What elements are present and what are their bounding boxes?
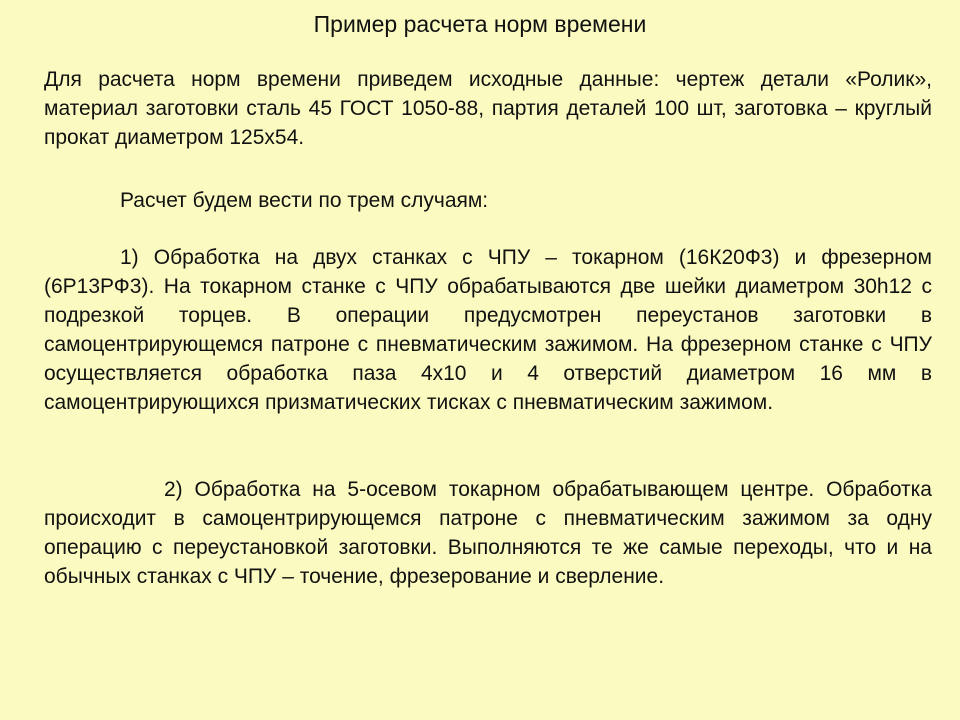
slide-title: Пример расчета норм времени xyxy=(313,11,647,37)
cases-intro-paragraph xyxy=(44,186,932,215)
cases-intro-text: Расчет будем вести по трем случаям: xyxy=(120,189,489,212)
case-2-paragraph xyxy=(44,475,932,591)
case-1-paragraph xyxy=(44,243,932,417)
case-2-text: 2) Обработка на 5-осевом токарном обрабатывающем центре. Обработка происходит в самоцентрирующемся патроне с пневматическим зажимом за одну операцию с переустановкой заготовки. Выполняются те же самые переходы, что и на обычных станках с ЧПУ – точение, фрезерование и сверление. xyxy=(44,478,932,588)
case-1-text: 1) Обработка на двух станках с ЧПУ – токарном (16К20Ф3) и фрезерном (6Р13РФ3). На токарном станке с ЧПУ обрабатываются две шейки диаметром 30h12 с подрезкой торцев. В операции предусмотрен переустанов заготовки в самоцентрирующемся патроне с пневматическим зажимом. На фрезерном станке с ЧПУ осуществляется обработка паза 4х10 и 4 отверстий диаметром 16 мм в самоцентрирующихся призматических тисках с пневматическим зажимом. xyxy=(44,246,932,414)
intro-paragraph: Для расчета норм времени приведем исходные данные: чертеж детали «Ролик», материал заготовки сталь 45 ГОСТ 1050-88, партия деталей 100 шт, заготовка – круглый прокат диаметром 125х54. xyxy=(44,68,932,149)
